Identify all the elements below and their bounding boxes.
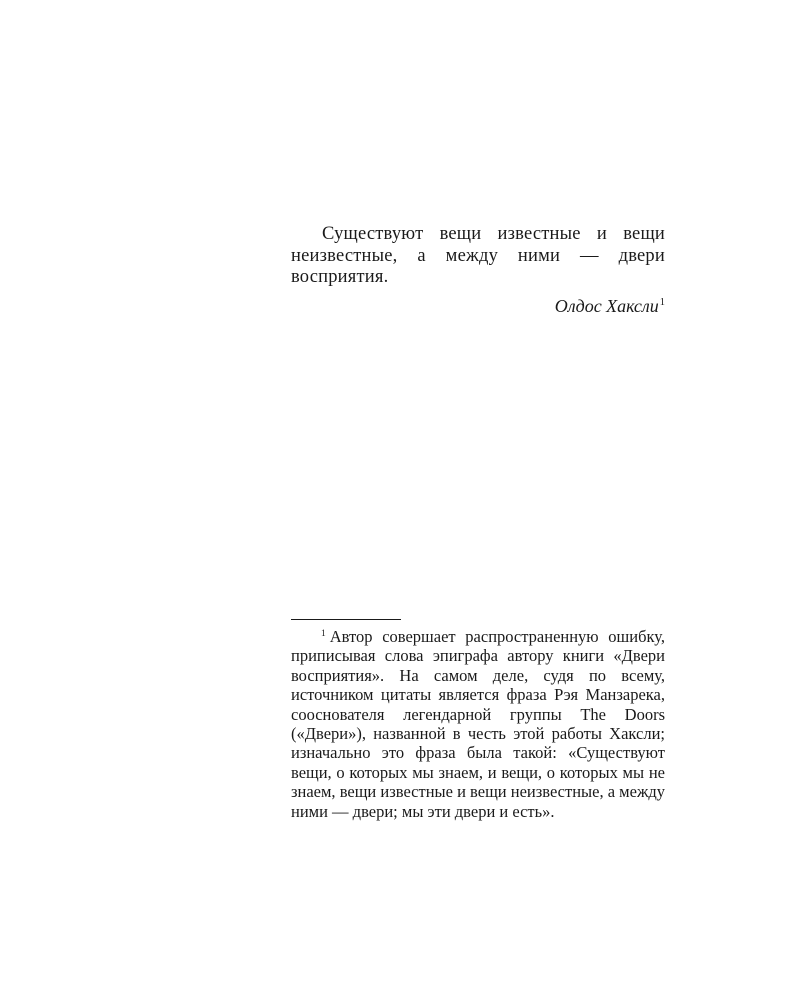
footnote-divider	[291, 619, 401, 620]
footnote	[291, 625, 665, 821]
epigraph-author: Олдос Хаксли	[554, 295, 659, 316]
epigraph-text: Существуют вещи известные и вещи неизвестные, а между ними — двери восприятия.	[291, 224, 665, 287]
footnote-mark: 1	[321, 629, 326, 639]
footnote-body	[291, 625, 665, 821]
footnote-reference-mark[interactable]: 1	[659, 296, 665, 308]
epigraph-author-line	[291, 292, 665, 317]
footnote-text: Автор совершает распространенную ошибку, приписывая слова эпиграфа автору книги «Двери восприятия». На самом деле, судя по всему, источником цитаты является фраза Рэя Манзарека, сооснователя легендарной группы The Doors («Двери»), названной в честь этой работы Хаксли; изначально это фраза была такой: «Существуют вещи, о которых мы знаем, и вещи, о которых мы не знаем, вещи известные и вещи неизвестные, а между ними — двери; мы эти двери и есть».	[291, 627, 665, 821]
epigraph	[291, 224, 665, 317]
